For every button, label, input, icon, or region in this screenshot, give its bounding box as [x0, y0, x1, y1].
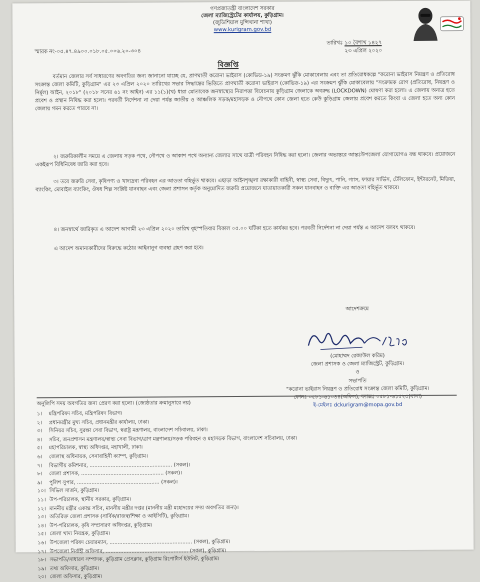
paragraph-exemptions: ৩। তবে জরুরি সেবা, কৃষিপণ্য ও খাদ্যদ্রব্য পরিবহন এর আওতা বহির্ভূত থাকবে। এছাড়া আইনশৃঙ্খলা রক্ষাকারী বাহিনী, স্বাস্থ্য সেবা, বিদ্যুৎ, পানি, গ্যাস, ফায়ার সার্ভিস, টেলিফোন, ইন্টারনেট, মিডিয়া, ব্যাংকিং, মোবাইল ব্যাংকিং, ঔষধ শিল্প সংশ্লিষ্ট যানবাহন এবং জেলা প্রশাসন কর্তৃক অনুমোদিত জরুরি প্রয়োজনে যাতায়াতকারী সকল যানবাহন ও ব্যক্তি এর আওতা বহির্ভূত থাকবে। [35, 176, 456, 194]
handwritten-signature-icon [302, 325, 412, 354]
paragraph-transport-ban: ২। জরুরিকালীন সময়ে এ জেলায় সড়ক পথে, নৌপথে ও আকাশ পথে অন্যান্য জেলার সাথে যাত্রী পরিবহন নিষিদ্ধ করা হলো। জেলার অভ্যন্তরে আন্তঃউপজেলা যোগাযোগও বন্ধ থাকবে। প্রয়োজনে একইরূপ বিধিনিষেধ জারি করা হবে। [35, 151, 456, 169]
memo-row [34, 40, 455, 56]
list-item-text: বিভাগীয় কমিশনার, ................................................... (সকল)। [49, 461, 191, 469]
list-item-number: ২০। [37, 574, 47, 581]
list-item-number: ৮। [37, 471, 43, 478]
list-item-number: ৫। [37, 445, 43, 452]
paragraph-lockdown: বর্তমান জেলার সর্ব সাধারণের অবগতির জন্য জানানো যাচ্ছে যে, প্রাণঘাতী করোনা ভাইরাস (কোভিড-১৯) সংক্রমণ ঝুঁকি মোকাবেলায় এবং তা প্রতিরোধকল্পে "করোনা ভাইরাস নিয়ন্ত্রণ ও প্রতিরোধ সংক্রান্ত জেলা কমিটি, কুড়িগ্রাম" এর ২৩ এপ্রিল ২০২০ তারিখের সভার সিদ্ধান্তের ভিত্তিতে প্রাণঘাতী করোনা ভাইরাস (কোভিড-১৯) এর সংক্রমণ ঝুঁকি মোকাবেলায় "সংক্রামক রোগ (প্রতিরোধ, নিয়ন্ত্রণ ও নির্মূল) আইন, ২০১৮" (২০১৮ সনের ৬১ নং আইন) এর ১১(১)(খ) ধারা মোতাবেক জনস্বাস্থ্যের নিরাপত্তা বিবেচনায় কুড়িগ্রাম জেলাকে অবরুদ্ধ (LOCKDOWN) ঘোষণা করা হলো। এ জেলায় অন্যত্র হতে প্রবেশ ও প্রস্থান নিষিদ্ধ করা হলো। পরবর্তী নির্দেশনা না দেয়া পর্যন্ত জাতীয় ও আঞ্চলিক সড়ক/মহাসড়ক ও নৌপথে কোন জেলা হতে কেউ কুড়িগ্রাম জেলায় প্রবেশ করতে কিংবা এ জেলা হতে অন্য কোন জেলায় গমন করতে পারবে না। [34, 71, 455, 113]
list-item-text: জেলা অফিসার, কুড়িগ্রাম। [49, 574, 103, 581]
list-item-text: তথ্য অফিসার, কুড়িগ্রাম। [49, 565, 100, 572]
distribution-title: অনুলিপি সদয় অবগতির জন্য প্রেরণ করা হলো। (জ্যেষ্ঠতার ক্রমানুসারে নয়) [36, 400, 191, 408]
list-item-text: মহাপরিচালক, স্বাস্থ্য অধিদপ্তর, মহাখালী, ঢাকা। [49, 444, 143, 452]
letterhead [162, 6, 322, 35]
list-item-number: ১১। [37, 497, 46, 504]
list-item-text: জেলা খাদ্য নিয়ন্ত্রক, কুড়িগ্রাম। [49, 531, 111, 538]
website-link[interactable]: www.kurigram.gov.bd [213, 26, 272, 34]
list-item-text: মাননীয় মন্ত্রীর একান্ত সচিব, মাননীয় মন্ত্রীর দপ্তর (মাননীয় মন্ত্রী মহোদয়ের সদয় অবগতির জন্য)। [49, 504, 239, 512]
section-name: (জুডিশিয়াল মুন্সিখানা শাখা) [212, 19, 272, 27]
distribution-list [37, 408, 463, 582]
office-name: জেলা ম্যাজিস্ট্রেটের কার্যালয়, কুড়িগ্রাম। [201, 12, 284, 20]
list-item-number: ১৯। [37, 565, 47, 572]
list-item-number: ৪। [36, 437, 43, 444]
signatory-name: (মোহাম্মদ রেজাউল করিম) [330, 353, 385, 360]
list-item-text: প্রধানমন্ত্রীর মুখ্য সচিব, প্রধানমন্ত্রীর কার্যালয়, ঢাকা। [48, 419, 150, 426]
government-name: গণপ্রজাতন্ত্রী বাংলাদেশ সরকার [210, 5, 275, 13]
notice-page [12, 1, 473, 581]
list-item-number: ১৫। [37, 531, 47, 538]
list-item-text: সচিব, জনপ্রশাসন মন্ত্রণালয়/স্বাস্থ্য সেবা বিভাগ/ত্রাণ মন্ত্রণালয়/সড়ক পরিবহন ও মহাসড়ক বিভাগ, বাংলাদেশ সচিবালয়, ঢাকা। [48, 435, 298, 443]
list-item-text: জেলাস্থ অধিনায়ক, সেনাবাহিনী ক্যাম্প, কুড়িগ্রাম। [49, 453, 148, 461]
signatory-designation: জেলা প্রশাসক ও জেলা ম্যাজিস্ট্রেট, কুড়িগ্রাম। [310, 361, 405, 368]
list-item-number: ১৪। [37, 522, 46, 529]
list-item-text: উপ-পরিচালক, স্থানীয় সরকার, কুড়িগ্রাম। [49, 496, 132, 504]
list-item-number: ১০। [37, 488, 46, 495]
closing-text: আদেশক্রমে [345, 306, 369, 313]
list-item-number: ৯। [37, 479, 43, 487]
list-item [38, 571, 463, 582]
date-gregorian: ২৩ এপ্রিল ২০২০ [344, 48, 383, 55]
date-label: তারিখঃ [326, 40, 343, 47]
mujib-borsho-logo [409, 5, 465, 41]
list-item-text: সভাপতি/সাধারণ সম্পাদক, কুড়িগ্রাম প্রেসক্লাব, কুড়িগ্রাম রিপোর্টার্স ইউনিট, কুড়িগ্রাম। [49, 556, 220, 564]
list-item-text: পুলিশ সুপার, ................................................... (সকল)। [49, 479, 178, 486]
list-item-number: ২। [36, 419, 43, 426]
notice-title: বিজ্ঞপ্তি [217, 60, 239, 70]
list-item-number: ১২। [37, 505, 46, 512]
committee-name: "করোনা ভাইরাস নিয়ন্ত্রণ ও প্রতিরোধ সংক্রান্ত জেলা কমিটি, কুড়িগ্রাম। [286, 385, 430, 393]
list-item-number: ১৬। [37, 540, 47, 547]
closing-line [252, 305, 462, 314]
list-item-text: জেলা প্রশাসক, ................................................... (সকল)। [49, 470, 182, 478]
office-phone: ফোনঃ ০৫৮১-৬১০৪৪(অফিস), ফ্যাক্সঃ ০৫৮১-৬১৫২৫(বাসা) [293, 393, 422, 401]
list-item-text: সিভিল সার্জন, কুড়িগ্রাম। [49, 488, 100, 495]
memo-date [327, 39, 383, 55]
paragraph-enforcement: এ আদেশ অমান্যকারীদের বিরুদ্ধে কঠোর আইনানুগ ব্যবস্থা গ্রহণ করা হবে। [53, 245, 204, 253]
list-item-text: মন্ত্রিপরিষদ সচিব, মন্ত্রিপরিষদ বিভাগ। [48, 410, 123, 418]
list-item-number: ১৭। [37, 548, 47, 555]
paragraph-effective-date: ৪। জনস্বার্থে জারিকৃত এ আদেশ আগামী ২৩ এপ্রিল ২০২০ তারিখ বৃহস্পতিবার বিকাল ০৫.০০ ঘটিকা হতে কার্যকর হবে। পরবর্তী নির্দেশনা না দেয়া পর্যন্ত এ আদেশ বলবৎ থাকবে। [53, 224, 416, 234]
list-item-number: ১। [36, 411, 42, 418]
list-item-text: উপজেলা পরিষদ চেয়ারম্যান, ................................................... (সকল), কুড়িগ্রাম। [49, 538, 231, 547]
office-email[interactable]: ই-মেইলঃ dckurigram@mopa.gov.bd [313, 402, 403, 409]
list-item-text: সিনিয়র সচিব, সুরক্ষা সেবা বিভাগ, স্বরাষ্ট্র মন্ত্রণালয়, বাংলাদেশ সচিবালয়, ঢাকা। [48, 427, 208, 435]
list-item-text: উপ-পরিচালক, কৃষি সম্প্রসারণ অধিদপ্তর, কুড়িগ্রাম। [49, 522, 153, 529]
list-item-number: ১৮। [37, 557, 47, 564]
list-item-number: ৭। [37, 462, 43, 469]
date-bangla: ১০ বৈশাখ ১৪২৭ [344, 40, 382, 47]
list-item-number: ৬। [37, 454, 43, 461]
signature-block [252, 352, 462, 411]
portrait-logo-icon [409, 5, 465, 41]
list-item-number: ১৩। [37, 514, 46, 521]
list-item-number: ৩। [36, 428, 43, 435]
list-item-text: উপজেলা নির্বাহী অফিসার, ................................................... (সকল), কুড়িগ্রাম। [49, 547, 227, 555]
memo-number: স্মারক নং-০৫.৪৭.৪৯০০.০১৮.০৫.০০৬.২০-৩০৪ [34, 48, 141, 56]
signatory-connector: ও [355, 369, 360, 376]
signatory-role: সভাপতি [348, 377, 367, 384]
list-item-text: অতিরিক্ত জেলা প্রশাসক (সার্বিক/রাজস্ব/শিক্ষা ও আইসিটি), কুড়িগ্রাম। [49, 513, 189, 521]
